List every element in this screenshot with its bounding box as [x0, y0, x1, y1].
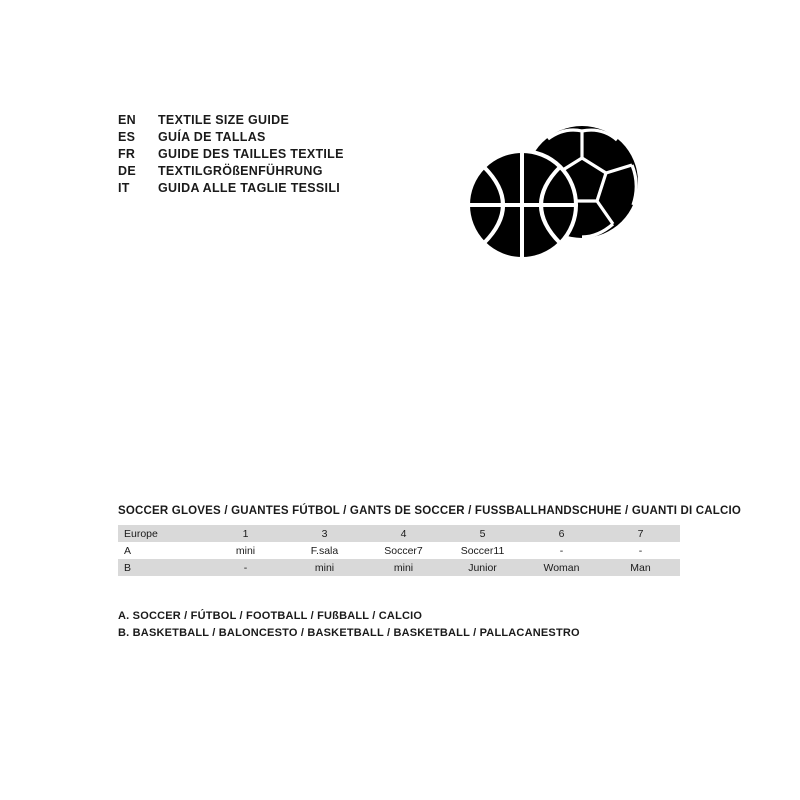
- header-cell-6: 6: [522, 525, 601, 542]
- language-text-de: TEXTILGRÖßENFÜHRUNG: [158, 164, 323, 178]
- language-code-es: ES: [118, 130, 136, 144]
- language-row-fr: [118, 146, 448, 163]
- cell-a-3: F.sala: [285, 542, 364, 559]
- language-row-de: [118, 163, 448, 180]
- cell-b-7: Man: [601, 559, 680, 576]
- cell-a-5: Soccer11: [443, 542, 522, 559]
- language-text-en: TEXTILE SIZE GUIDE: [158, 113, 290, 127]
- size-table-section: [118, 505, 742, 576]
- language-code-de: DE: [118, 164, 136, 178]
- table-row: [118, 542, 680, 559]
- language-row-it: [118, 180, 448, 197]
- language-code-it: IT: [118, 181, 130, 195]
- legend-line-a: A. SOCCER / FÚTBOL / FOOTBALL / FUßBALL / CALCIO: [118, 610, 423, 622]
- cell-b-5: Junior: [443, 559, 522, 576]
- cell-a-7: -: [601, 542, 680, 559]
- row-label-b: B: [118, 559, 206, 576]
- cell-a-4: Soccer7: [364, 542, 443, 559]
- language-text-it: GUIDA ALLE TAGLIE TESSILI: [158, 181, 341, 195]
- legend: [118, 608, 638, 642]
- legend-line-b: B. BASKETBALL / BALONCESTO / BASKETBALL / BASKETBALL / PALLACANESTRO: [118, 627, 580, 639]
- header-cell-5: 5: [443, 525, 522, 542]
- language-row-en: [118, 112, 448, 129]
- header-cell-europe: Europe: [118, 525, 206, 542]
- table-row: [118, 559, 680, 576]
- cell-b-1: -: [206, 559, 285, 576]
- language-row-es: [118, 129, 448, 146]
- balls-illustration: [460, 125, 650, 270]
- language-code-fr: FR: [118, 147, 136, 161]
- size-table: [118, 525, 680, 576]
- cell-a-6: -: [522, 542, 601, 559]
- table-header-row: [118, 525, 680, 542]
- cell-b-6: Woman: [522, 559, 601, 576]
- cell-b-3: mini: [285, 559, 364, 576]
- header-cell-3: 3: [285, 525, 364, 542]
- header-cell-1: 1: [206, 525, 285, 542]
- size-table-title: SOCCER GLOVES / GUANTES FÚTBOL / GANTS DE SOCCER / FUSSBALLHANDSCHUHE / GUANTI DI CALCIO: [118, 505, 742, 517]
- cell-b-4: mini: [364, 559, 443, 576]
- row-label-a: A: [118, 542, 206, 559]
- language-list: [118, 112, 448, 197]
- header-cell-4: 4: [364, 525, 443, 542]
- basketball-icon: [468, 151, 576, 259]
- header-cell-7: 7: [601, 525, 680, 542]
- cell-a-1: mini: [206, 542, 285, 559]
- language-text-es: GUÍA DE TALLAS: [158, 130, 266, 144]
- language-text-fr: GUIDE DES TAILLES TEXTILE: [158, 147, 344, 161]
- language-code-en: EN: [118, 113, 136, 127]
